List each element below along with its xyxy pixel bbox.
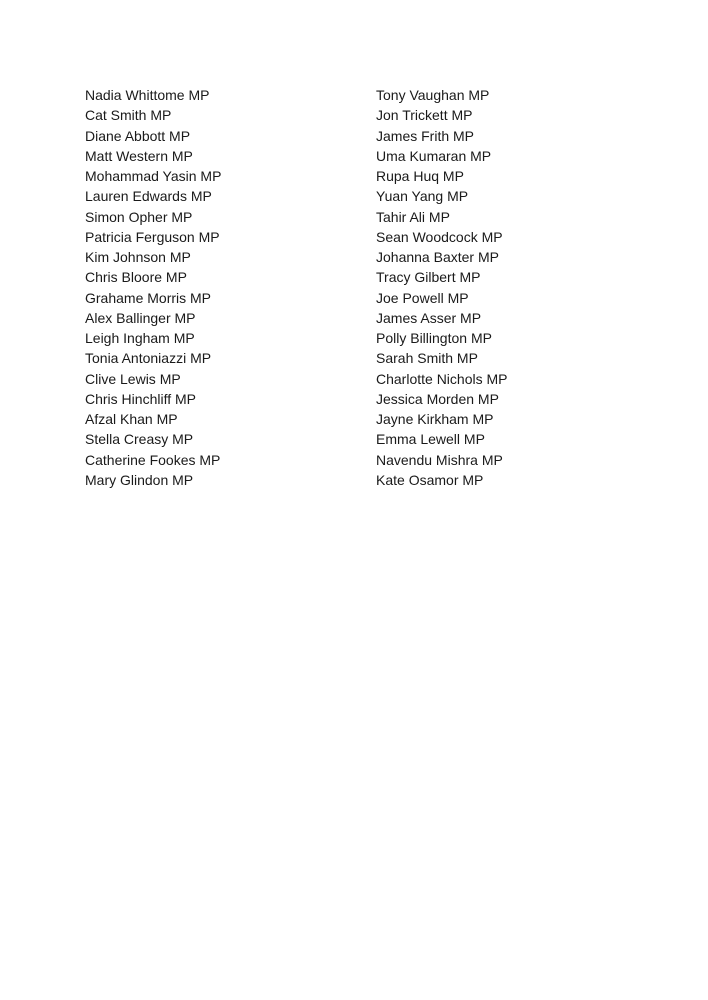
signatory-name: Diane Abbott MP bbox=[85, 127, 191, 144]
signatory-name: Tonia Antoniazzi MP bbox=[85, 350, 212, 367]
signatory-name: Lauren Edwards MP bbox=[85, 188, 212, 205]
signatory-name: Polly Billington MP bbox=[376, 330, 492, 346]
signatory-name: Charlotte Nichols MP bbox=[376, 370, 508, 387]
signatory-name: Chris Bloore MP bbox=[85, 269, 187, 286]
signatory-name: Patricia Ferguson MP bbox=[85, 228, 220, 245]
signatory-name: Joe Powell MP bbox=[376, 289, 469, 306]
signatory-name: Clive Lewis MP bbox=[85, 370, 181, 387]
signatory-name: Navendu Mishra MP bbox=[376, 451, 503, 468]
signatory-name: Kate Osamor MP bbox=[376, 471, 484, 488]
signatory-name: Kim Johnson MP bbox=[85, 249, 191, 265]
signatory-name: Johanna Baxter MP bbox=[376, 249, 499, 265]
signatory-name: Sean Woodcock MP bbox=[376, 228, 503, 245]
signatory-name: Emma Lewell MP bbox=[376, 431, 485, 448]
signatory-name: Cat Smith MP bbox=[85, 107, 172, 124]
signatory-name: Grahame Morris MP bbox=[85, 289, 212, 306]
signatory-name: Catherine Fookes MP bbox=[85, 451, 221, 468]
signatory-name: Yuan Yang MP bbox=[376, 188, 469, 205]
signatory-name: Tahir Ali MP bbox=[376, 208, 450, 225]
signatory-name: Matt Western MP bbox=[85, 147, 193, 164]
signatory-name: Uma Kumaran MP bbox=[376, 147, 492, 164]
signatory-name: Nadia Whittome MP bbox=[85, 87, 210, 103]
signatory-name: James Asser MP bbox=[376, 309, 482, 326]
signatory-name: Jon Trickett MP bbox=[376, 107, 473, 124]
signatory-name: Jayne Kirkham MP bbox=[376, 411, 494, 427]
signatory-name: Afzal Khan MP bbox=[85, 411, 178, 427]
signatory-name: Alex Ballinger MP bbox=[85, 309, 196, 326]
signatory-name: Mohammad Yasin MP bbox=[85, 168, 222, 184]
signatory-list-left bbox=[85, 85, 345, 490]
signatory-name: Tony Vaughan MP bbox=[376, 87, 490, 103]
signatory-name: Chris Hinchliff MP bbox=[85, 390, 196, 407]
signatory-name: Mary Glindon MP bbox=[85, 471, 194, 488]
signatory-name: James Frith MP bbox=[376, 127, 475, 144]
signatory-name: Tracy Gilbert MP bbox=[376, 269, 481, 286]
signatory-list-right bbox=[376, 85, 636, 490]
signatory-name: Leigh Ingham MP bbox=[85, 330, 195, 346]
signatory-name: Jessica Morden MP bbox=[376, 390, 499, 407]
signatory-name: Sarah Smith MP bbox=[376, 350, 478, 367]
signatory-name: Stella Creasy MP bbox=[85, 431, 194, 448]
signatory-name: Simon Opher MP bbox=[85, 208, 193, 225]
signatory-name: Rupa Huq MP bbox=[376, 168, 464, 184]
